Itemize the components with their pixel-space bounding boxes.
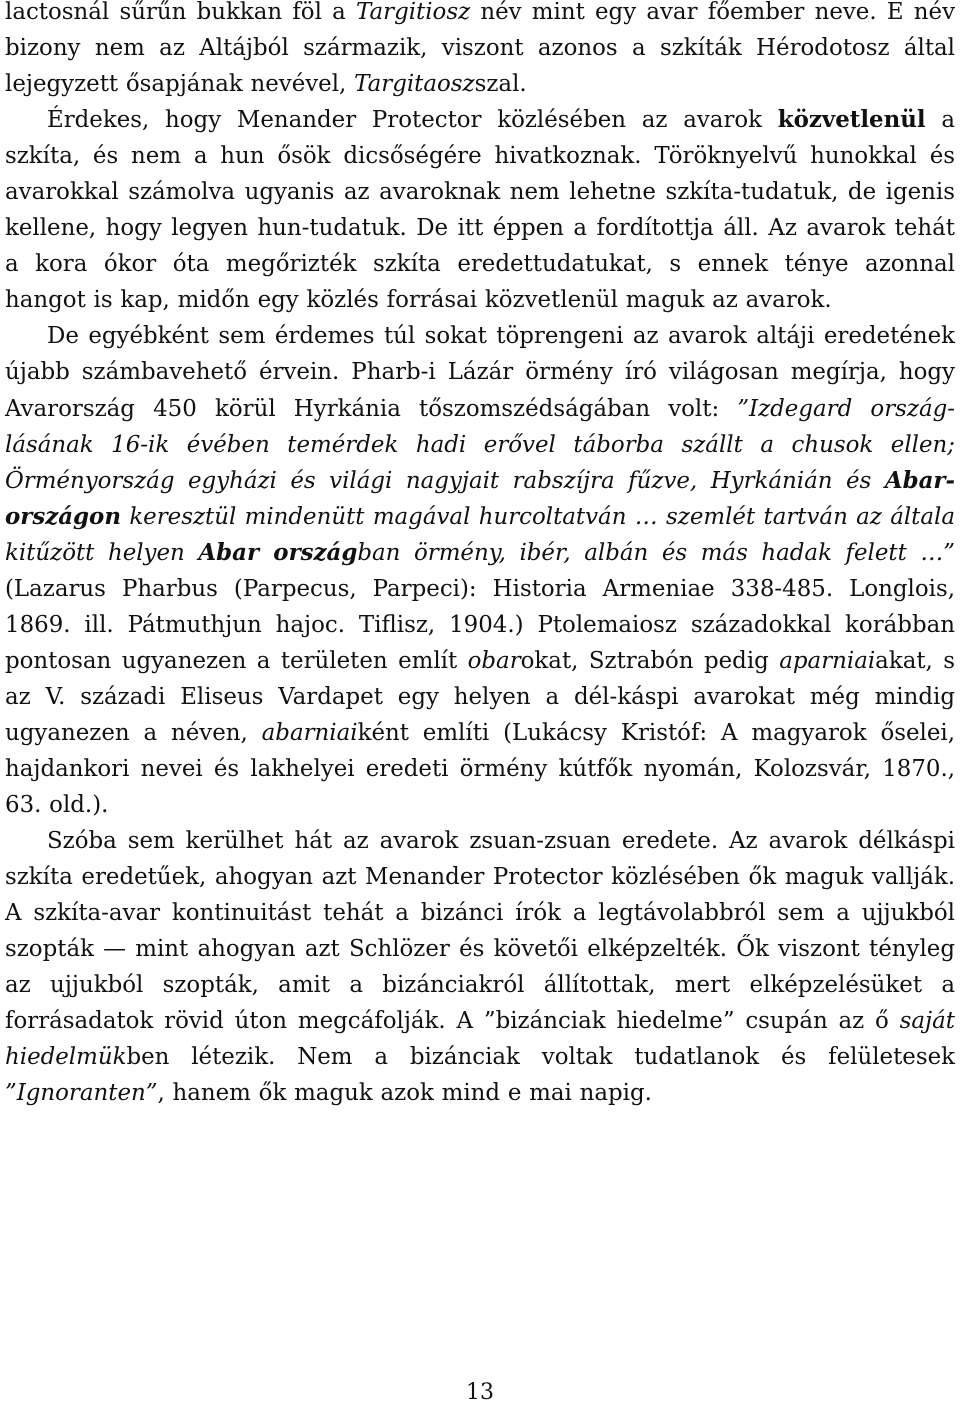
paragraph: [5, 0, 955, 102]
paragraph: [5, 823, 955, 1111]
bold-text: közvetlenül: [777, 106, 926, 134]
bold-italic-text: Abar ország: [198, 538, 358, 566]
text-run: akat, s az V. századi Eliseus Vardapet egy helyen a dél-káspi avarokat még mindig ugyanezen a néven,: [5, 647, 955, 746]
bold-italic-text: Abarországon: [5, 466, 955, 530]
text-run: lactosnál sűrűn bukkan föl a: [5, 0, 356, 25]
page-number: 13: [466, 1380, 494, 1405]
paragraph: [5, 102, 955, 318]
text-run: ként említi (Lukácsy Kristóf: A magyarok őselei, hajdankori nevei és lakhelyei eredeti örmény kútfők nyomán, Kolozsvár, 1870., 63. old.).: [5, 719, 955, 819]
text-run: ben létezik. Nem a bizánciak voltak tudatlanok és felületesek: [126, 1044, 955, 1071]
paragraph: [5, 318, 955, 823]
italic-text: saját hiedelmük: [5, 1008, 955, 1071]
italic-text: ”Ignoranten”: [5, 1080, 158, 1107]
text-column: [5, 0, 955, 1111]
text-run: a szkíta, és nem a hun ősök dicsőségére hivatkoznak. Töröknyelvű hunokkal és avarokkal számolva ugyanis az avaroknak nem lehetne szkíta-tudatuk, de igenis kellene, hogy legyen hun-tudatuk. De itt éppen a fordítottja áll. Az avarok tehát a kora ókor óta megőrizték szkíta eredettudatukat, s ennek ténye azonnal hangot is kap, midőn egy közlés forrásai közvetlenül maguk az avarok.: [5, 107, 955, 314]
italic-text: Targitaosz: [354, 71, 475, 98]
italic-text: aparniai: [779, 647, 876, 674]
italic-text: keresztül mindenütt magával hurcoltatván … szemlét tartván az általa kitűzött helyen: [5, 503, 955, 566]
italic-text: abarniai: [261, 719, 358, 746]
italic-text: ban örmény, ibér, albán és más hadak felett …”: [357, 539, 955, 566]
text-run: Szóba sem kerülhet hát az avarok zsuan-zsuan eredete. Az avarok délkáspi szkíta eredetűek, ahogyan azt Menander Protector közlésében ők maguk vallják. A szkíta-avar kontinuitást tehát a bizánci írók a legtávolabbról sem a ujjukból szopták — mint ahogyan azt Schlözer és követői elképzelték. Ők viszont tényleg az ujjukból szopták, amit a bizánciakról állítottak, mert elképzelésüket a forrásadatok rövid úton megcáfolják. A ”bizánciak hiedelme” csupán az ő: [5, 828, 955, 1035]
italic-text: ”Izdegard országlásának 16-ik évében temérdek hadi erővel táborba szállt a chusok ellen; Örményország egyházi és világi nagyjait rabszíjra fűzve, Hyrkánián és: [5, 395, 955, 494]
italic-text: obar: [467, 647, 521, 674]
text-run: okat, Sztrabón pedig: [520, 647, 780, 674]
text-run: szal.: [474, 71, 527, 98]
text-run: De egyébként sem érdemes túl sokat töprengeni az avarok altáji eredetének újabb számbavehető érvein. Pharb-i Lázár örmény író világosan megírja, hogy Avarország 450 körül Hyrkánia tőszomszédságában volt:: [5, 323, 955, 422]
text-run: (Lazarus Pharbus (Parpecus, Parpeci): Historia Armeniae 338-485. Longlois, 1869. ill. Pátmuthjun hajoc. Tiflisz, 1904.) Ptolemaiosz századokkal korábban pontosan ugyanezen a területen említ: [5, 575, 955, 674]
page-body: [5, 0, 955, 1111]
italic-text: Targitiosz: [355, 0, 471, 25]
text-run: , hanem ők maguk azok mind e mai napig.: [157, 1080, 652, 1107]
text-run: név mint egy avar főember neve. E név bizony nem az Altájból származik, viszont azonos a szkíták Hérodotosz által lejegyzett ősapjának nevével,: [5, 0, 955, 98]
text-run: Érdekes, hogy Menander Protector közlésében az avarok: [47, 107, 778, 134]
